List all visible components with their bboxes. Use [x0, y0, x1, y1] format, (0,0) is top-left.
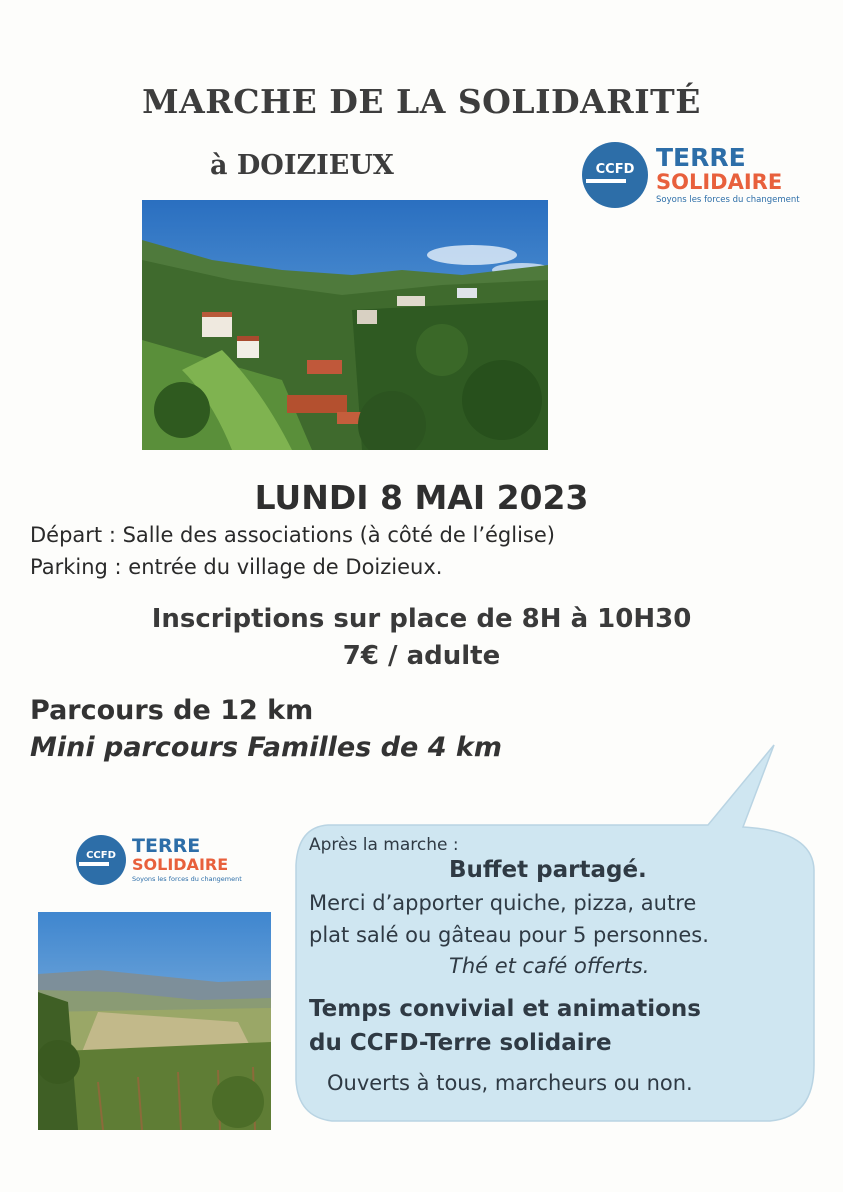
logo-tagline: Soyons les forces du changement — [656, 195, 800, 205]
ccfd-logo-bottom — [76, 835, 242, 885]
mini-parcours-info: Mini parcours Familles de 4 km — [30, 732, 502, 763]
event-date: LUNDI 8 MAI 2023 — [254, 478, 589, 517]
vineyard-photo — [38, 912, 271, 1130]
village-photo — [142, 200, 548, 450]
bubble-line3: Thé et café offerts. — [449, 954, 650, 978]
bubble-buffet: Buffet partagé. — [449, 857, 647, 883]
page-subtitle: à DOIZIEUX — [210, 150, 394, 181]
bubble-intro: Après la marche : — [309, 835, 459, 855]
bubble-line2: plat salé ou gâteau pour 5 personnes. — [309, 923, 709, 947]
inscriptions-info: Inscriptions sur place de 8H à 10H30 — [151, 604, 692, 634]
ccfd-mark-icon-small — [76, 835, 126, 885]
parking-info: Parking : entrée du village de Doizieux. — [30, 555, 443, 579]
ccfd-mark-icon — [582, 142, 648, 208]
price-info: 7€ / adulte — [342, 641, 501, 671]
depart-info: Départ : Salle des associations (à côté de l’église) — [30, 523, 555, 547]
bubble-line1: Merci d’apporter quiche, pizza, autre — [309, 891, 697, 915]
logo-tagline-small: Soyons les forces du changement — [132, 875, 242, 883]
logo-solidaire-small: SOLIDAIRE — [132, 855, 229, 874]
bubble-convivial-1: Temps convivial et animations — [309, 996, 701, 1022]
logo-terre-small: TERRE — [132, 835, 201, 857]
logo-solidaire: SOLIDAIRE — [656, 170, 783, 194]
page-title: MARCHE DE LA SOLIDARITÉ — [142, 82, 701, 121]
ccfd-logo-top — [582, 142, 800, 208]
parcours-info: Parcours de 12 km — [30, 695, 314, 726]
logo-mark-text-small: CCFD — [86, 850, 116, 861]
bubble-open: Ouverts à tous, marcheurs ou non. — [327, 1071, 693, 1095]
logo-mark-text: CCFD — [595, 162, 635, 177]
bubble-convivial-2: du CCFD-Terre solidaire — [309, 1030, 612, 1056]
logo-terre: TERRE — [656, 143, 746, 172]
